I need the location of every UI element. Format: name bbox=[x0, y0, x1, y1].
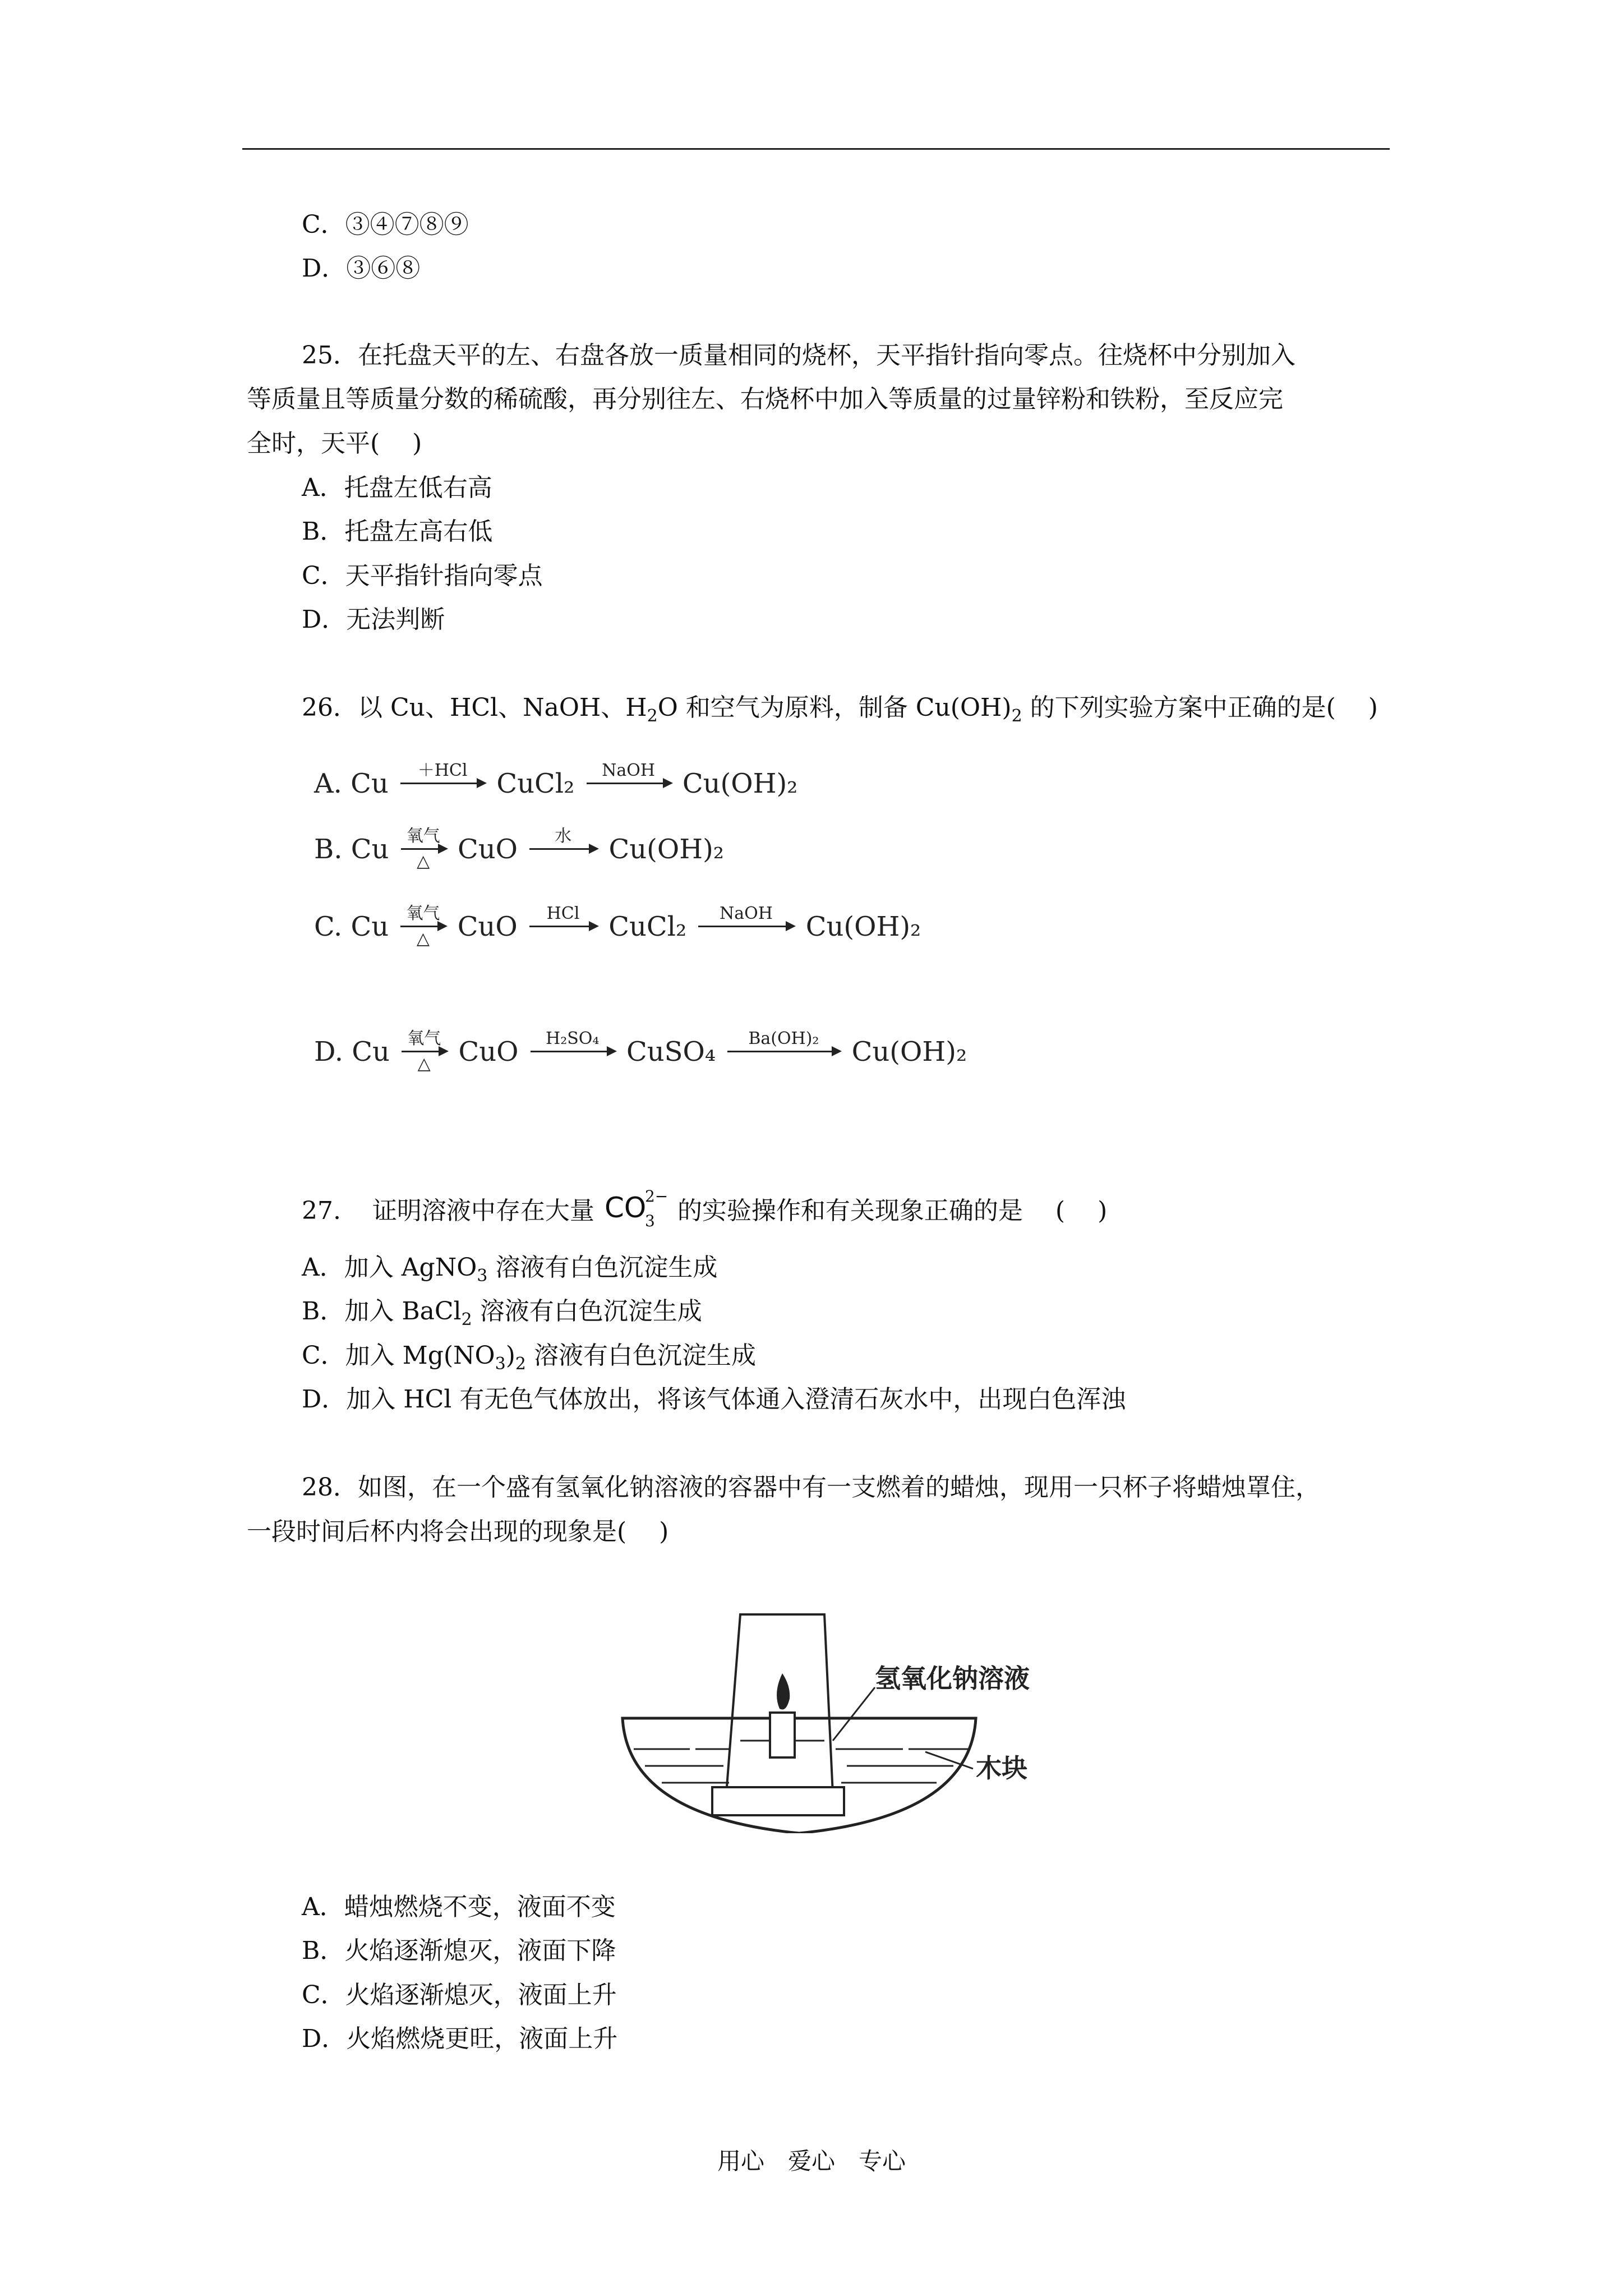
q25-stem-line-3: 全时，天平( ) bbox=[247, 429, 422, 458]
wood-block bbox=[712, 1787, 844, 1815]
route-c-arrow-2: HCl bbox=[529, 926, 597, 927]
carbonate-ion-formula: CO 2− 3 bbox=[604, 1187, 668, 1230]
route-d-arrow-3: Ba(OH)₂ bbox=[727, 1051, 840, 1052]
route-b-product-1: CuO bbox=[457, 833, 518, 865]
q26-route-d bbox=[314, 1029, 967, 1074]
page-footer: 用心 爱心 专心 bbox=[717, 2147, 906, 2175]
candle bbox=[770, 1713, 795, 1757]
q25-option-c: C．天平指针指向零点 bbox=[302, 562, 543, 590]
q25-option-d: D．无法判断 bbox=[302, 605, 445, 634]
q26-stem: 26．以 Cu、HCl、NaOH、$H_2O$ 和空气为原料，制备 $Cu(OH)_2$ 的下列实验方案中正确的是( ) bbox=[302, 693, 1378, 726]
option-d-prev: D．③⑥⑧ bbox=[302, 254, 421, 283]
q28-option-c: C．火焰逐渐熄灭，液面上升 bbox=[302, 1981, 617, 2009]
solution-lines bbox=[634, 1741, 970, 1783]
candle-experiment-figure bbox=[611, 1609, 1049, 1833]
route-c-product-3: Cu(OH)₂ bbox=[805, 910, 921, 942]
q28-option-b: B．火焰逐渐熄灭，液面下降 bbox=[302, 1936, 616, 1965]
route-d-start: D. Cu bbox=[314, 1036, 390, 1068]
route-c-product-2: CuCl₂ bbox=[608, 910, 687, 942]
route-b-product-2: Cu(OH)₂ bbox=[608, 833, 725, 865]
q25-stem-line-2: 等质量且等质量分数的稀硫酸，再分别往左、右烧杯中加入等质量的过量锌粉和铁粉，至反应完 bbox=[247, 385, 1283, 413]
route-a-product-2: Cu(OH)₂ bbox=[682, 767, 798, 799]
q27-option-c: C．加入 $Mg(NO_3)_2$ 溶液有白色沉淀生成 bbox=[302, 1341, 756, 1374]
q27-option-d: D．加入 HCl 有无色气体放出，将该气体通入澄清石灰水中，出现白色浑浊 bbox=[302, 1385, 1126, 1414]
route-a-arrow-2: NaOH bbox=[587, 783, 671, 784]
q28-option-a: A．蜡烛燃烧不变，液面不变 bbox=[302, 1893, 616, 1921]
route-b-arrow-2: 水 bbox=[529, 848, 597, 850]
solution-leader-line bbox=[833, 1687, 875, 1741]
route-c-arrow-1: 氧气 △ bbox=[400, 926, 445, 927]
route-c-arrow-3: NaOH bbox=[698, 926, 794, 927]
q26-route-b bbox=[314, 826, 725, 871]
route-a-arrow-1: ＋HCl bbox=[400, 783, 485, 784]
q28-stem-line-2: 一段时间后杯内将会出现的现象是( ) bbox=[247, 1517, 669, 1546]
route-c-start: C. Cu bbox=[314, 910, 389, 942]
route-a-product-1: CuCl₂ bbox=[496, 767, 575, 799]
q25-option-a: A．托盘左低右高 bbox=[302, 473, 492, 502]
q27-option-a: A．加入 AgNO$_3$ 溶液有白色沉淀生成 bbox=[302, 1253, 718, 1286]
route-d-product-3: Cu(OH)₂ bbox=[851, 1036, 967, 1068]
q28-option-d: D．火焰燃烧更旺，液面上升 bbox=[302, 2024, 618, 2053]
header-rule bbox=[242, 148, 1390, 150]
q25-stem-line-1: 25．在托盘天平的左、右盘各放一质量相同的烧杯，天平指针指向零点。往烧杯中分别加入 bbox=[302, 341, 1295, 370]
q25-option-b: B．托盘左高右低 bbox=[302, 517, 493, 546]
q27-option-b: B．加入 BaCl$_2$ 溶液有白色沉淀生成 bbox=[302, 1297, 702, 1329]
q26-route-a bbox=[314, 761, 798, 799]
q26-route-c bbox=[314, 904, 921, 949]
route-d-product-2: CuSO₄ bbox=[626, 1036, 716, 1068]
route-b-arrow-1: 氧气 △ bbox=[401, 848, 446, 850]
route-d-arrow-1: 氧气 △ bbox=[402, 1051, 446, 1052]
route-c-product-1: CuO bbox=[457, 910, 518, 942]
flame-icon bbox=[777, 1673, 790, 1710]
label-block: 木块 bbox=[976, 1753, 1027, 1783]
route-d-product-1: CuO bbox=[458, 1036, 519, 1068]
route-a-start: A. Cu bbox=[314, 767, 389, 799]
option-c-prev: C．③④⑦⑧⑨ bbox=[302, 210, 469, 239]
label-solution: 氢氧化钠溶液 bbox=[875, 1663, 1030, 1694]
q28-stem-line-1: 28．如图，在一个盛有氢氧化钠溶液的容器中有一支燃着的蜡烛，现用一只杯子将蜡烛罩住， bbox=[302, 1473, 1320, 1502]
route-d-arrow-2: H₂SO₄ bbox=[531, 1051, 615, 1052]
route-b-start: B. Cu bbox=[314, 833, 389, 865]
q27-stem: 27. 证明溶液中存在大量 CO 2− 3 的实验操作和有关现象正确的是 ( ) bbox=[302, 1187, 1108, 1230]
